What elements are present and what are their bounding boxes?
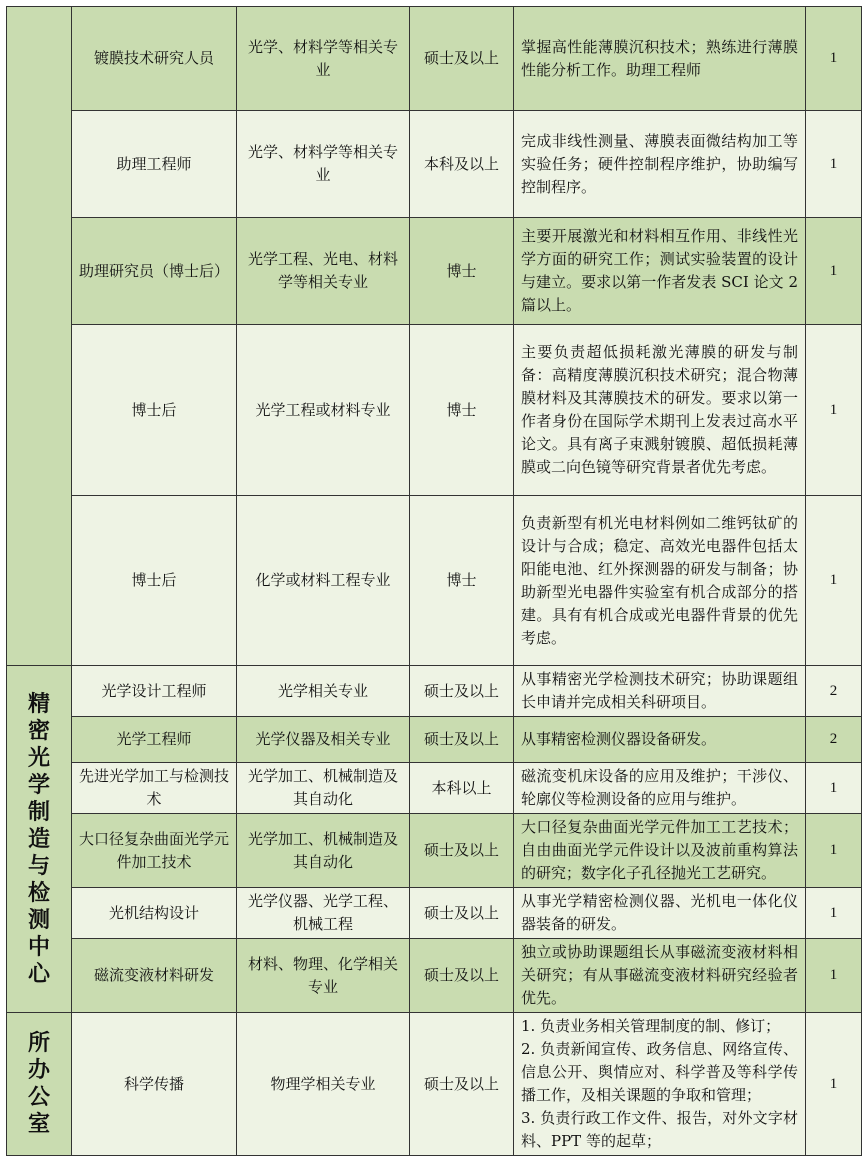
degree-cell: 硕士及以上 (410, 717, 514, 763)
duty-line: 1. 负责业务相关管理制度的制、修订； (521, 1017, 781, 1035)
degree-cell: 博士 (410, 218, 514, 325)
degree-cell: 硕士及以上 (410, 888, 514, 939)
table-row (7, 814, 862, 888)
count-cell: 1 (806, 888, 862, 939)
duty-line: 3. 负责行政工作文件、报告，对外文字材料、PPT 等的起草； (521, 1109, 798, 1150)
position-cell: 博士后 (72, 325, 237, 496)
recruitment-table (6, 6, 862, 1156)
count-cell: 1 (806, 763, 862, 814)
major-cell: 材料、物理、化学相关专业 (237, 939, 410, 1013)
position-cell: 磁流变液材料研发 (72, 939, 237, 1013)
dept-name-vertical: 精 密 光 学 制 造 与 检 测 中 心 (27, 691, 50, 987)
count-cell: 1 (806, 939, 862, 1013)
duty-cell: 独立或协助课题组长从事磁流变液材料相关研究；有从事磁流变液材料研究经验者优先。 (514, 939, 806, 1013)
dept-name-vertical: 所 办 公 室 (27, 1031, 50, 1137)
position-cell: 助理工程师 (72, 111, 237, 218)
table-row (7, 111, 862, 218)
count-cell: 1 (806, 111, 862, 218)
duty-cell: 磁流变机床设备的应用及维护；干涉仪、轮廓仪等检测设备的应用与维护。 (514, 763, 806, 814)
table-row (7, 888, 862, 939)
major-cell: 化学或材料工程专业 (237, 496, 410, 666)
table-row (7, 1013, 862, 1156)
position-cell: 光机结构设计 (72, 888, 237, 939)
major-cell: 光学工程、光电、材料学等相关专业 (237, 218, 410, 325)
duty-cell: 负责新型有机光电材料例如二维钙钛矿的设计与合成；稳定、高效光电器件包括太阳能电池、红外探测器的研发与制备；协助新型光电器件实验室有机合成部分的搭建。具有有机合成或光电器件背景的优先考虑。 (514, 496, 806, 666)
major-cell: 光学仪器、光学工程、机械工程 (237, 888, 410, 939)
degree-cell: 本科以上 (410, 763, 514, 814)
table-row (7, 325, 862, 496)
table-row (7, 7, 862, 111)
major-cell: 光学相关专业 (237, 666, 410, 717)
major-cell: 光学仪器及相关专业 (237, 717, 410, 763)
dept-cell-precision-optics (7, 666, 72, 1013)
major-cell: 光学、材料学等相关专业 (237, 111, 410, 218)
position-cell: 光学设计工程师 (72, 666, 237, 717)
dept-cell-continued (7, 7, 72, 666)
duty-cell: 完成非线性测量、薄膜表面微结构加工等实验任务；硬件控制程序维护，协助编写控制程序。 (514, 111, 806, 218)
position-cell: 镀膜技术研究人员 (72, 7, 237, 111)
count-cell: 1 (806, 218, 862, 325)
major-cell: 光学、材料学等相关专业 (237, 7, 410, 111)
degree-cell: 硕士及以上 (410, 666, 514, 717)
duty-cell: 掌握高性能薄膜沉积技术；熟练进行薄膜性能分析工作。助理工程师 (514, 7, 806, 111)
position-cell: 光学工程师 (72, 717, 237, 763)
degree-cell: 博士 (410, 325, 514, 496)
position-cell: 助理研究员（博士后） (72, 218, 237, 325)
count-cell: 1 (806, 496, 862, 666)
count-cell: 1 (806, 1013, 862, 1156)
position-cell: 大口径复杂曲面光学元件加工技术 (72, 814, 237, 888)
table-row (7, 717, 862, 763)
count-cell: 1 (806, 7, 862, 111)
count-cell: 1 (806, 814, 862, 888)
degree-cell: 博士 (410, 496, 514, 666)
table-row (7, 218, 862, 325)
table-row (7, 496, 862, 666)
dept-cell-office (7, 1013, 72, 1156)
position-cell: 博士后 (72, 496, 237, 666)
major-cell: 物理学相关专业 (237, 1013, 410, 1156)
duty-cell: 主要开展激光和材料相互作用、非线性光学方面的研究工作；测试实验装置的设计与建立。要求以第一作者发表 SCI 论文 2 篇以上。 (514, 218, 806, 325)
duty-cell: 从事精密检测仪器设备研发。 (514, 717, 806, 763)
table-row (7, 666, 862, 717)
duty-cell: 主要负责超低损耗激光薄膜的研发与制备：高精度薄膜沉积技术研究；混合物薄膜材料及其薄膜技术的研发。要求以第一作者身份在国际学术期刊上发表过高水平论文。具有离子束溅射镀膜、超低损耗薄膜或二向色镜等研究背景者优先考虑。 (514, 325, 806, 496)
table-row (7, 763, 862, 814)
duty-cell (514, 1013, 806, 1156)
duty-cell: 从事精密光学检测技术研究；协助课题组长申请并完成相关科研项目。 (514, 666, 806, 717)
count-cell: 1 (806, 325, 862, 496)
major-cell: 光学工程或材料专业 (237, 325, 410, 496)
major-cell: 光学加工、机械制造及其自动化 (237, 814, 410, 888)
degree-cell: 本科及以上 (410, 111, 514, 218)
duty-line: 2. 负责新闻宣传、政务信息、网络宣传、信息公开、舆情应对、科学普及等科学传播工作，及相关课题的争取和管理； (521, 1040, 798, 1104)
degree-cell: 硕士及以上 (410, 814, 514, 888)
duty-cell: 大口径复杂曲面光学元件加工工艺技术；自由曲面光学元件设计以及波前重构算法的研究；数字化子孔径抛光工艺研究。 (514, 814, 806, 888)
count-cell: 2 (806, 717, 862, 763)
degree-cell: 硕士及以上 (410, 1013, 514, 1156)
major-cell: 光学加工、机械制造及其自动化 (237, 763, 410, 814)
position-cell: 科学传播 (72, 1013, 237, 1156)
position-cell: 先进光学加工与检测技术 (72, 763, 237, 814)
table-row (7, 939, 862, 1013)
duty-cell: 从事光学精密检测仪器、光机电一体化仪器装备的研发。 (514, 888, 806, 939)
degree-cell: 硕士及以上 (410, 939, 514, 1013)
degree-cell: 硕士及以上 (410, 7, 514, 111)
count-cell: 2 (806, 666, 862, 717)
